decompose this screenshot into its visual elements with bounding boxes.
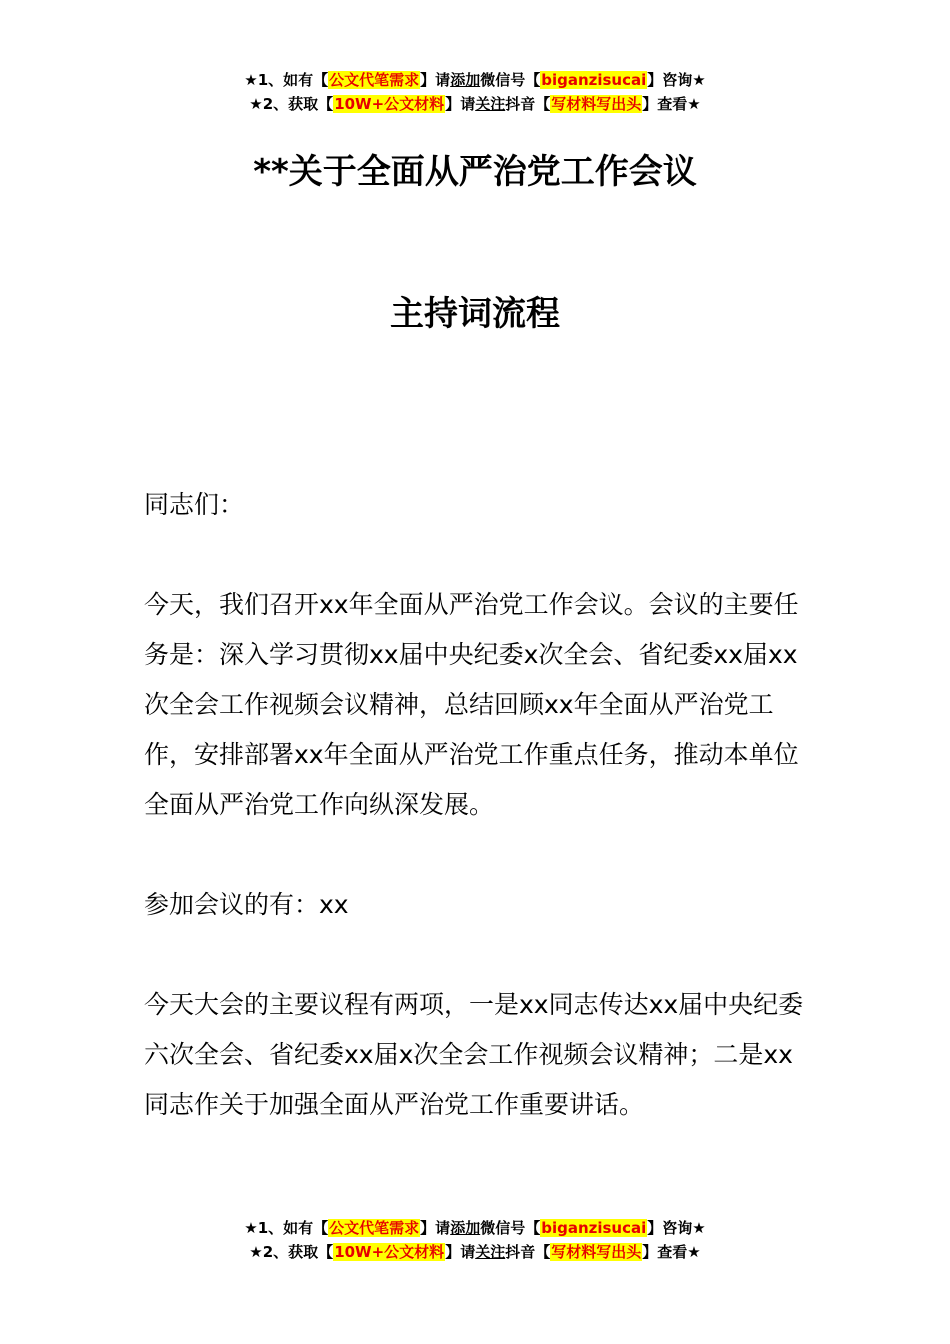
banner-text: ★2、获取【	[249, 95, 334, 113]
banner-line-2	[0, 92, 950, 116]
highlight-text: biganzisucai	[541, 1219, 647, 1237]
header-banner	[0, 68, 950, 116]
banner-line-2	[0, 1240, 950, 1264]
banner-text: ★1、如有【	[244, 71, 329, 89]
banner-text: 】咨询★	[647, 71, 706, 89]
underlined-text: 添加	[450, 71, 481, 89]
body-paragraph: 今天大会的主要议程有两项，一是xx同志传达xx届中央纪委六次全会、省纪委xx届x次全会工作视频会议精神；二是xx同志作关于加强全面从严治党工作重要讲话。	[144, 990, 804, 1119]
highlight-text: 公文代笔需求	[329, 71, 420, 89]
body-paragraph: 参加会议的有：xx	[144, 890, 349, 919]
footer-banner	[0, 1216, 950, 1264]
highlight-text: 写材料写出头	[551, 95, 642, 113]
highlight-text: 10W+公文材料	[334, 95, 445, 113]
banner-text: 抖音【	[505, 95, 551, 113]
underlined-text: 关注	[475, 1243, 506, 1261]
underlined-text: 关注	[475, 95, 506, 113]
highlight-text: 10W+公文材料	[334, 1243, 445, 1261]
underlined-text: 添加	[450, 1219, 481, 1237]
banner-text: 】请	[445, 1243, 476, 1261]
salutation: 同志们：	[144, 490, 245, 519]
highlight-text: 写材料写出头	[551, 1243, 642, 1261]
banner-text: 】请	[420, 1219, 451, 1237]
banner-text: 】咨询★	[647, 1219, 706, 1237]
banner-text: 抖音【	[505, 1243, 551, 1261]
banner-text: 】查看★	[642, 95, 701, 113]
banner-text: ★1、如有【	[244, 1219, 329, 1237]
highlight-text: 公文代笔需求	[329, 1219, 420, 1237]
banner-text: ★2、获取【	[249, 1243, 334, 1261]
banner-line-1	[0, 68, 950, 92]
banner-text: 微信号【	[480, 71, 541, 89]
banner-text: 】请	[420, 71, 451, 89]
banner-line-1	[0, 1216, 950, 1240]
highlight-text: biganzisucai	[541, 71, 647, 89]
body-paragraph: 今天，我们召开xx年全面从严治党工作会议。会议的主要任务是：深入学习贯彻xx届中央纪委x次全会、省纪委xx届xx次全会工作视频会议精神，总结回顾xx年全面从严治党工作，安排部署xx年全面从严治党工作重点任务，推动本单位全面从严治党工作向纵深发展。	[144, 590, 799, 819]
document-title: **关于全面从严治党工作会议	[253, 152, 697, 192]
banner-text: 微信号【	[480, 1219, 541, 1237]
document-subtitle: 主持词流程	[390, 294, 560, 334]
document-body	[144, 480, 808, 1130]
banner-text: 】查看★	[642, 1243, 701, 1261]
banner-text: 】请	[445, 95, 476, 113]
